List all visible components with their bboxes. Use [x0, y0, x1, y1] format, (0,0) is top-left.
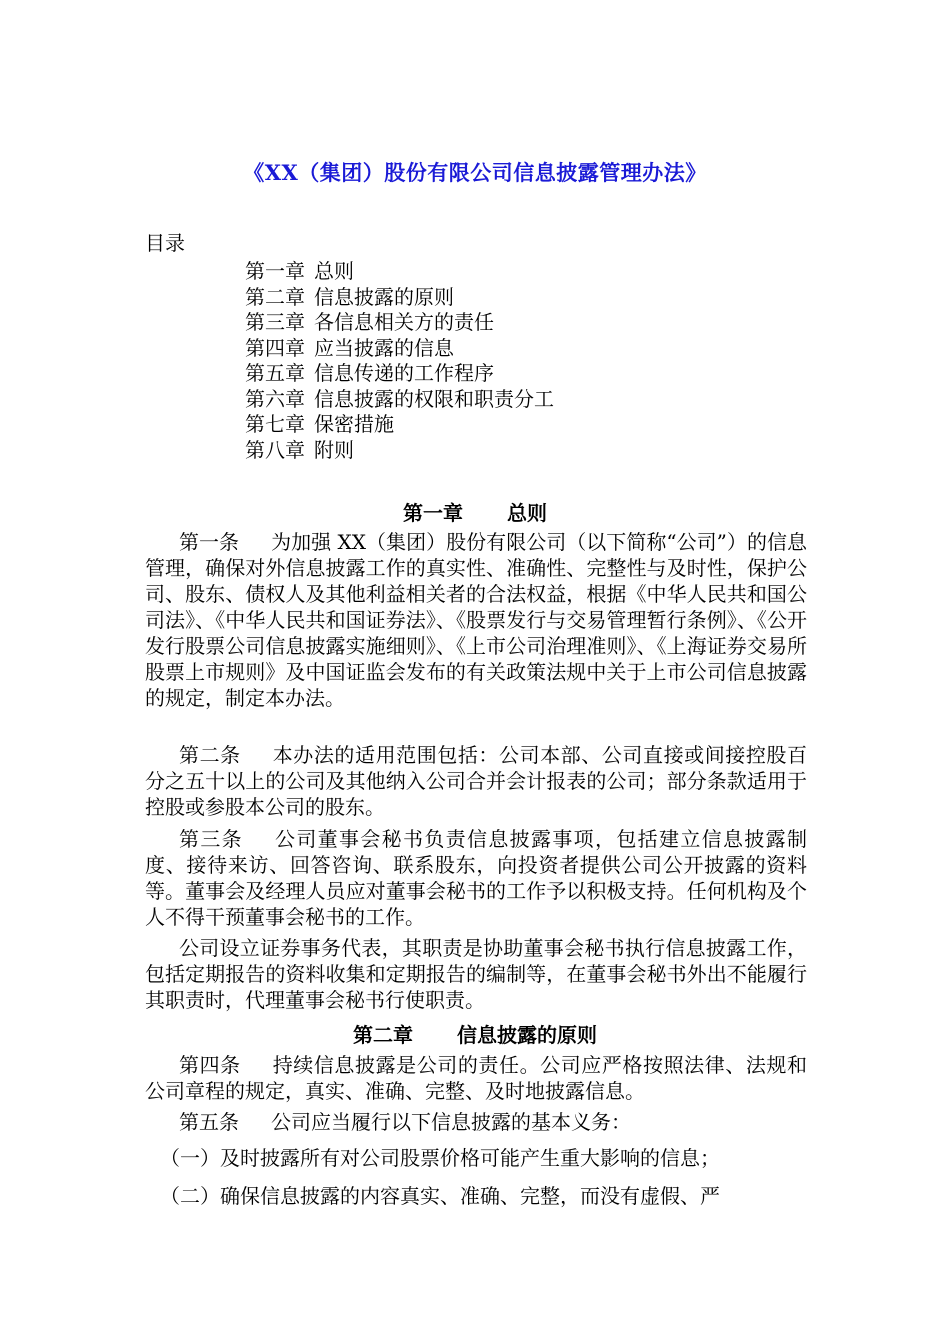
toc-chapter-name: 附则	[314, 437, 354, 462]
article-label: 第一条	[179, 530, 240, 554]
list-item: （二）确保信息披露的内容真实、准确、完整，而没有虚假、严	[160, 1184, 720, 1208]
list-item: （一）及时披露所有对公司股票价格可能产生重大影响的信息；	[160, 1146, 720, 1170]
toc-chapter-number: 第二章	[245, 284, 305, 309]
toc-chapter-number: 第七章	[245, 412, 305, 436]
toc-item	[245, 412, 554, 438]
toc-chapter-name: 应当披露的信息	[314, 335, 454, 360]
toc-item	[245, 336, 554, 362]
toc-chapter-number: 第四章	[245, 335, 305, 360]
toc-chapter-name: 总则	[314, 259, 354, 283]
toc-chapter-number: 第一章	[245, 259, 305, 283]
article-label: 第五条	[179, 1110, 239, 1134]
article-label: 第二条	[179, 743, 241, 767]
article-1	[145, 529, 807, 711]
article-label: 第三条	[179, 827, 243, 851]
toc-chapter-name: 信息传递的工作程序	[314, 361, 494, 385]
document-title: 《XX（集团）股份有限公司信息披露管理办法》	[243, 160, 707, 185]
toc-item	[245, 361, 554, 387]
toc-chapter-number: 第三章	[245, 310, 305, 334]
article-4	[145, 1052, 807, 1104]
chapter-2-heading	[0, 1019, 950, 1048]
article-2	[145, 742, 807, 820]
article-text: 公司应当履行以下信息披露的基本义务：	[271, 1110, 631, 1134]
toc-item	[245, 310, 554, 336]
toc-chapter-number: 第八章	[245, 437, 305, 462]
article-text: 持续信息披露是公司的责任。公司应严格按照法律、法规和公司章程的规定，真实、准确、完整、及时地披露信息。	[145, 1053, 808, 1103]
toc-chapter-name: 信息披露的原则	[314, 284, 454, 309]
chapter-name: 总则	[507, 501, 547, 525]
chapter-number: 第二章	[353, 1023, 413, 1047]
article-text: 为加强 XX（集团）股份有限公司（以下简称“公司”）的信息管理，确保对外信息披露工作的真实性、准确性、完整性与及时性，保护公司、股东、债权人及其他利益相关者的合法权益，根据《中华人民共和国公司法》、《中华人民共和国证券法》、《股票发行与交易管理暂行条例》、《公开发行股票公司信息披露实施细则》、《上市公司治理准则》、《上海证券交易所股票上市规则》及中国证监会发布的有关政策法规中关于上市公司信息披露的规定，制定本办法。	[145, 530, 807, 710]
toc-chapter-name: 保密措施	[314, 412, 394, 436]
article-text: 公司董事会秘书负责信息披露事项，包括建立信息披露制度、接待来访、回答咨询、联系股东，向投资者提供公司公开披露的资料等。董事会及经理人员应对董事会秘书的工作予以积极支持。任何机构及个人不得干预董事会秘书的工作。	[145, 827, 807, 929]
toc-chapter-number: 第六章	[245, 386, 305, 411]
toc-chapter-name: 各信息相关方的责任	[314, 310, 494, 334]
toc-chapter-number: 第五章	[245, 361, 305, 385]
table-of-contents	[245, 259, 554, 463]
article-text: 本办法的适用范围包括：公司本部、公司直接或间接控股百分之五十以上的公司及其他纳入公司合并会计报表的公司；部分条款适用于控股或参股本公司的股东。	[145, 743, 808, 819]
toc-item	[245, 285, 554, 311]
toc-heading: 目录	[145, 231, 185, 255]
toc-chapter-name: 信息披露的权限和职责分工	[314, 386, 554, 411]
toc-item	[245, 438, 554, 464]
article-3-paragraph-2: 公司设立证券事务代表，其职责是协助董事会秘书执行信息披露工作，包括定期报告的资料收集和定期报告的编制等，在董事会秘书外出不能履行其职责时，代理董事会秘书行使职责。	[145, 936, 807, 1012]
toc-item	[245, 387, 554, 413]
chapter-1-heading	[0, 497, 950, 526]
article-3	[145, 826, 807, 930]
article-label: 第四条	[179, 1053, 241, 1077]
toc-item	[245, 259, 554, 285]
chapter-name: 信息披露的原则	[457, 1023, 597, 1047]
chapter-number: 第一章	[403, 501, 463, 525]
article-5	[145, 1109, 807, 1135]
